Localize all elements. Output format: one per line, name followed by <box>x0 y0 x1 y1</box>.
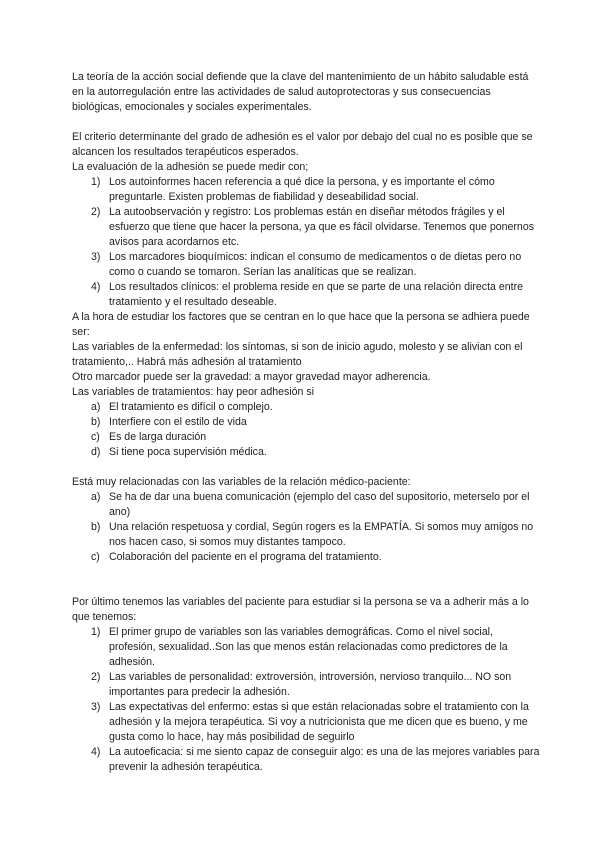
list-item-text: Se ha de dar una buena comunicación (ejemplo del caso del supositorio, meterselo por el ano) <box>109 491 530 518</box>
list-item-text: Los marcadores bioquímicos: indican el consumo de medicamentos o de dietas pero no como o cuando se tomaron. Serían las analíticas que se realizan. <box>109 251 522 278</box>
patient-list <box>72 625 542 775</box>
list-marker: 1) <box>91 626 101 638</box>
list-item <box>72 520 542 550</box>
list-marker: b) <box>91 521 101 533</box>
list-marker: b) <box>91 416 101 428</box>
list-item <box>72 250 542 280</box>
list-item <box>72 205 542 250</box>
list-item-text: Si tiene poca supervisión médica. <box>109 446 267 458</box>
document-body <box>72 70 542 775</box>
list-marker: d) <box>91 446 101 458</box>
list-marker: 4) <box>91 281 101 293</box>
list-item-text: El primer grupo de variables son las variables demográficas. Como el nivel social, profesión, sexualidad..Son las que menos están relacionadas como predictores de la adhesión. <box>109 626 508 668</box>
list-item <box>72 175 542 205</box>
list-marker: 3) <box>91 251 101 263</box>
list-item-text: La autoeficacia: si me siento capaz de conseguir algo: es una de las mejores variables para prevenir la adhesión terapéutica. <box>109 746 540 773</box>
other-marker: Otro marcador puede ser la gravedad: a mayor gravedad mayor adherencia. <box>72 371 431 383</box>
list-item-text: El tratamiento es difícil o complejo. <box>109 401 273 413</box>
list-item-text: Los autoinformes hacen referencia a qué dice la persona, y es importante el cómo preguntarle. Existen problemas de fiabilidad y deseabilidad social. <box>109 176 495 203</box>
relation-list <box>72 490 542 565</box>
list-item-text: Es de larga duración <box>109 431 207 443</box>
list-marker: c) <box>91 551 100 563</box>
list-item-text: Colaboración del paciente en el programa del tratamiento. <box>109 551 382 563</box>
paragraph-social-action-theory: La teoría de la acción social defiende que la clave del mantenimiento de un hábito saludable está en la autorregulación entre las actividades de salud autoprotectoras y sus consecuencias biológicas, emocionales y sociales experimentales. <box>72 71 529 113</box>
list-item-text: La autoobservación y registro: Los problemas están en diseñar métodos frágiles y el esfuerzo que tiene que hacer la persona, ya que es fácil olvidarse. Tenemos que ponernos avisos para acordarnos etc. <box>109 206 535 248</box>
list-item <box>72 445 542 460</box>
list-item <box>72 400 542 415</box>
list-item <box>72 745 542 775</box>
list-marker: 1) <box>91 176 101 188</box>
list-item <box>72 700 542 745</box>
list-marker: 2) <box>91 671 101 683</box>
list-item-text: Las expectativas del enfermo: estas si que están relacionadas sobre el tratamiento con la adhesión y la mejora terapéutica. Si voy a nutricionista que me dicen que es bueno, y me gusta como lo hace, hay más posibilidad de seguirlo <box>109 701 529 743</box>
list-marker: 4) <box>91 746 101 758</box>
list-item <box>72 625 542 670</box>
list-marker: a) <box>91 401 101 413</box>
evaluation-list <box>72 175 542 310</box>
relation-intro: Está muy relacionadas con las variables de la relación médico-paciente: <box>72 476 411 488</box>
treatment-intro: Las variables de tratamientos: hay peor adhesión si <box>72 386 315 398</box>
patient-intro: Por último tenemos las variables del paciente para estudiar si la persona se va a adherir más a lo que tenemos: <box>72 596 529 623</box>
list-marker: 3) <box>91 701 101 713</box>
list-marker: a) <box>91 491 101 503</box>
paragraph-adhesion-criterion: El criterio determinante del grado de adhesión es el valor por debajo del cual no es posible que se alcancen los resultados terapéuticos esperados. <box>72 131 533 158</box>
disease-variables: Las variables de la enfermedad: los síntomas, si son de inicio agudo, molesto y se alivian con el tratamiento,.. Habrá más adhesión al tratamiento <box>72 341 523 368</box>
factors-intro: A la hora de estudiar los factores que se centran en lo que hace que la persona se adhiera puede ser: <box>72 311 530 338</box>
list-item <box>72 550 542 565</box>
list-marker: 2) <box>91 206 101 218</box>
list-item-text: Las variables de personalidad: extroversión, introversión, nervioso tranquilo... NO son importantes para predecir la adhesión. <box>109 671 512 698</box>
list-item-text: Interfiere con el estilo de vida <box>109 416 247 428</box>
list-item-text: Los resultados clínicos: el problema reside en que se parte de una relación directa entre tratamiento y el resultado deseable. <box>109 281 523 308</box>
list-item <box>72 415 542 430</box>
list-marker: c) <box>91 431 100 443</box>
list-item <box>72 490 542 520</box>
list-item <box>72 280 542 310</box>
list-item <box>72 430 542 445</box>
evaluation-intro: La evaluación de la adhesión se puede medir con; <box>72 161 309 173</box>
list-item <box>72 670 542 700</box>
treatment-list <box>72 400 542 460</box>
list-item-text: Una relación respetuosa y cordial, Según rogers es la EMPATÍA. Si somos muy amigos no nos hacen caso, si somos muy distantes tampoco. <box>109 521 534 548</box>
